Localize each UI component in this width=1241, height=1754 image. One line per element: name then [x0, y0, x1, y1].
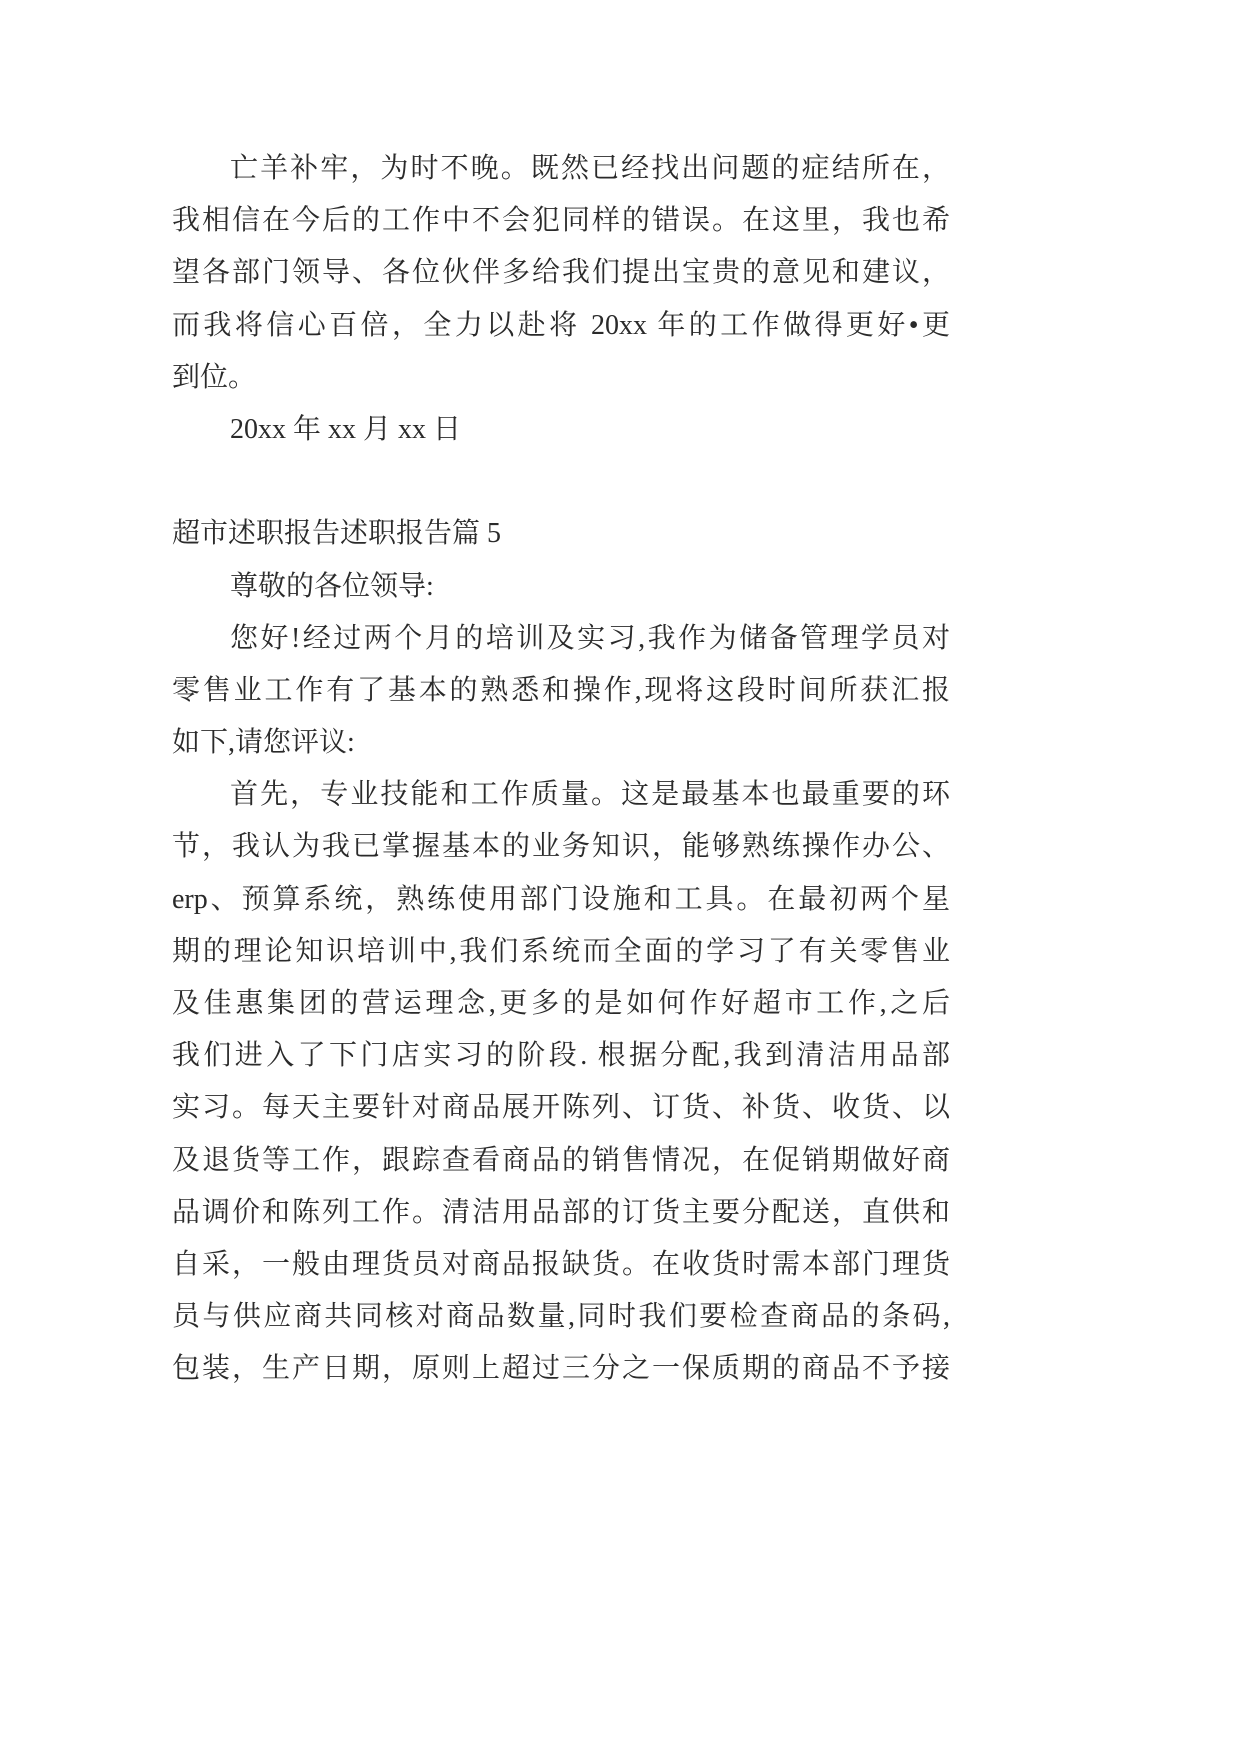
- text-line: 您好!经过两个月的培训及实习,我作为储备管理学员对: [230, 622, 950, 654]
- text-line: 自采，一般由理货员对商品报缺货。在收货时需本部门理货: [172, 1248, 950, 1280]
- text-line: 我相信在今后的工作中不会犯同样的错误。在这里，我也希: [172, 205, 950, 237]
- text-line: 望各部门领导、各位伙伴多给我们提出宝贵的意见和建议，: [172, 257, 950, 289]
- text-line: 期的理论知识培训中,我们系统而全面的学习了有关零售业: [172, 935, 950, 967]
- text-line: 节，我认为我已掌握基本的业务知识，能够熟练操作办公、: [172, 831, 950, 863]
- blank-line: [172, 456, 950, 508]
- text-line: 亡羊补牢，为时不晚。既然已经找出问题的症结所在，: [230, 153, 950, 184]
- text-line: 到位。: [172, 361, 257, 393]
- text-line: 零售业工作有了基本的熟悉和操作,现将这段时间所获汇报: [172, 674, 950, 706]
- section-title: 超市述职报告述职报告篇 5: [172, 518, 502, 550]
- text-line: 而我将信心百倍，全力以赴将 20xx 年的工作做得更好•更: [172, 309, 950, 341]
- text-line: 首先，专业技能和工作质量。这是最基本也最重要的环: [230, 779, 950, 811]
- text-line: 如下,请您评议:: [172, 727, 355, 759]
- text-line: 包装，生产日期，原则上超过三分之一保质期的商品不予接: [172, 1353, 950, 1385]
- text-line: 员与供应商共同核对商品数量,同时我们要检查商品的条码,: [172, 1301, 950, 1333]
- text-line: 我们进入了下门店实习的阶段. 根据分配,我到清洁用品部: [172, 1040, 950, 1072]
- skills-paragraph: [172, 769, 950, 1395]
- greeting-paragraph: [172, 613, 950, 770]
- text-line: erp、预算系统，熟练使用部门设施和工具。在最初两个星: [172, 883, 950, 915]
- text-line: 品调价和陈列工作。清洁用品部的订货主要分配送，直供和: [172, 1196, 950, 1228]
- text-line: 及退货等工作，跟踪查看商品的销售情况，在促销期做好商: [172, 1144, 950, 1176]
- text-line: 实习。每天主要针对商品展开陈列、订货、补货、收货、以: [172, 1092, 950, 1124]
- closing-paragraph: [172, 143, 950, 404]
- text-line: 及佳惠集团的营运理念,更多的是如何作好超市工作,之后: [172, 988, 950, 1019]
- date-line: 20xx 年 xx 月 xx 日: [230, 413, 462, 445]
- document-body: [172, 143, 950, 1396]
- salutation: 尊敬的各位领导:: [230, 570, 434, 602]
